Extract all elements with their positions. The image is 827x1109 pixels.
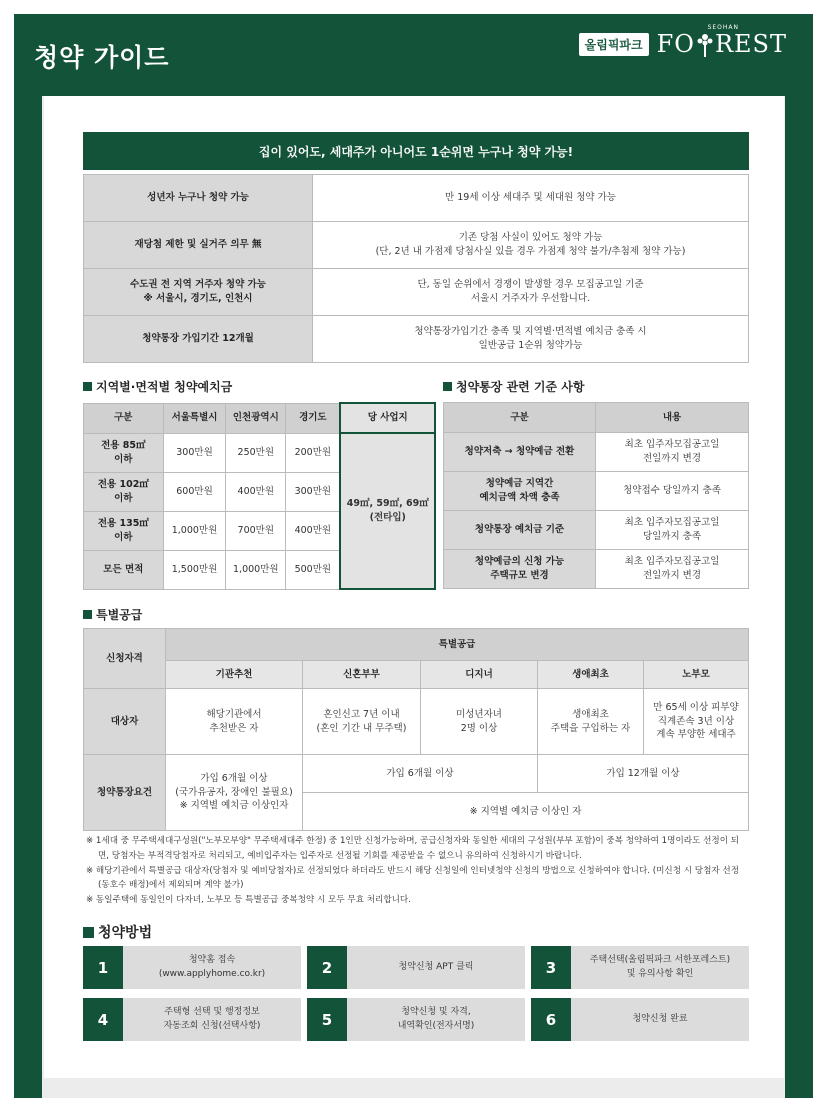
cell: 가입 6개월 이상 (국가유공자, 장애인 불필요) ※ 지역별 예치금 이상인자 bbox=[166, 755, 303, 831]
step-2 bbox=[307, 946, 525, 989]
cell: 400만원 bbox=[226, 472, 286, 511]
square-bullet-icon bbox=[83, 610, 92, 619]
cell: 만 65세 이상 피부양 직계존속 3년 이상 계속 부양한 세대주 bbox=[644, 689, 749, 755]
content-cell: 청약접수 당일까지 충족 bbox=[596, 472, 749, 511]
step-4 bbox=[83, 998, 301, 1041]
cell: 300만원 bbox=[286, 472, 341, 511]
row-label: 수도권 전 지역 거주자 청약 가능 ※ 서울시, 경기도, 인천시 bbox=[84, 269, 313, 316]
deposit-section-title: 지역별·면적별 청약예치금 bbox=[83, 378, 232, 395]
table-row bbox=[444, 511, 749, 550]
col-header: 디지너 bbox=[421, 661, 538, 689]
item-cell: 청약통장 예치금 기준 bbox=[444, 511, 596, 550]
area-cell: 모든 면적 bbox=[84, 550, 164, 589]
cell: 600만원 bbox=[163, 472, 226, 511]
cell: 500만원 bbox=[286, 550, 341, 589]
cell: 250만원 bbox=[226, 433, 286, 472]
square-bullet-icon bbox=[83, 382, 92, 391]
col-header: 구분 bbox=[84, 403, 164, 433]
frame-left bbox=[14, 96, 42, 1098]
cell: 200만원 bbox=[286, 433, 341, 472]
area-cell: 전용 135㎡ 이하 bbox=[84, 511, 164, 550]
table-row bbox=[84, 222, 749, 269]
step-number: 3 bbox=[531, 946, 571, 989]
col-header-site: 당 사업지 bbox=[340, 403, 435, 433]
step-1 bbox=[83, 946, 301, 989]
row-desc: 단, 동일 순위에서 경쟁이 발생할 경우 모집공고일 기준 서울시 거주자가 우선합니다. bbox=[313, 269, 749, 316]
brand-badge: 올림픽파크 bbox=[579, 33, 649, 56]
table-row bbox=[84, 433, 436, 472]
footnote: ※ 1세대 중 무주택세대구성원("노부모부양" 무주택세대주 한정) 중 1인만 신청가능하며, 공급신청자와 동일한 세대의 구성원(부부 포함)이 중복 청약하여 1명이라도 선정이 되면, 당첨자는 부적격당첨자로 처리되고, 예비입주자는 입주자로 선정될 기회를 제공받을 수 없으니 유의하여 신청하시기 바랍니다. bbox=[86, 836, 740, 861]
col-header: 신혼부부 bbox=[303, 661, 421, 689]
method-section-title: 청약방법 bbox=[83, 922, 152, 942]
group-header: 특별공급 bbox=[166, 629, 749, 661]
row-label: 청약통장 가입기간 12개월 bbox=[84, 316, 313, 363]
cell: 해당기관에서 추천받은 자 bbox=[166, 689, 303, 755]
standards-table bbox=[443, 402, 749, 589]
cell: 1,000만원 bbox=[226, 550, 286, 589]
table-header-row bbox=[84, 661, 749, 689]
row-desc: 만 19세 이상 세대주 및 세대원 청약 가능 bbox=[313, 175, 749, 222]
account-label: 청약통장요건 bbox=[84, 755, 166, 831]
col-header: 서울특별시 bbox=[163, 403, 226, 433]
step-text: 청약신청 완료 bbox=[571, 998, 749, 1041]
table-row bbox=[84, 689, 749, 755]
content-cell: 최초 입주자모집공고일 당일까지 충족 bbox=[596, 511, 749, 550]
cell: 400만원 bbox=[286, 511, 341, 550]
item-cell: 청약저축 → 청약예금 전환 bbox=[444, 433, 596, 472]
cell: 700만원 bbox=[226, 511, 286, 550]
item-cell: 청약예금의 신청 가능 주택규모 변경 bbox=[444, 550, 596, 589]
step-3 bbox=[531, 946, 749, 989]
table-row bbox=[444, 472, 749, 511]
table-row bbox=[444, 550, 749, 589]
cell: 생애최초 주택을 구입하는 자 bbox=[538, 689, 644, 755]
table-header-row bbox=[444, 403, 749, 433]
table-row bbox=[444, 433, 749, 472]
site-cell: 49㎡, 59㎡, 69㎡ (전타입) bbox=[340, 433, 435, 589]
footnotes bbox=[86, 834, 750, 908]
step-number: 4 bbox=[83, 998, 123, 1041]
brand-wordmark bbox=[657, 30, 787, 58]
row-label: 성년자 누구나 청약 가능 bbox=[84, 175, 313, 222]
table-row bbox=[84, 175, 749, 222]
page-title: 청약 가이드 bbox=[34, 43, 170, 72]
table-header-row bbox=[84, 629, 749, 661]
col-header: 인천광역시 bbox=[226, 403, 286, 433]
col-header: 내용 bbox=[596, 403, 749, 433]
col-header: 노부모 bbox=[644, 661, 749, 689]
col-header: 구분 bbox=[444, 403, 596, 433]
table-row bbox=[84, 755, 749, 793]
col-header: 생애최초 bbox=[538, 661, 644, 689]
cell: 혼인신고 7년 이내 (혼인 기간 내 무주택) bbox=[303, 689, 421, 755]
table-row bbox=[84, 316, 749, 363]
step-number: 1 bbox=[83, 946, 123, 989]
step-number: 2 bbox=[307, 946, 347, 989]
tree-icon bbox=[696, 32, 714, 58]
cell: 300만원 bbox=[163, 433, 226, 472]
cell: 1,000만원 bbox=[163, 511, 226, 550]
brand-logo bbox=[579, 30, 787, 58]
row-desc: 기존 당첨 사실이 있어도 청약 가능 (단, 2년 내 가점제 당첨사실 있을 경우 가점제 청약 불가/추첨제 청약 가능) bbox=[313, 222, 749, 269]
row-desc: 청약통장가입기간 충족 및 지역별·면적별 예치금 충족 시 일반공급 1순위 청약가능 bbox=[313, 316, 749, 363]
qual-label: 신청자격 bbox=[84, 629, 166, 689]
step-5 bbox=[307, 998, 525, 1041]
cell: 가입 6개월 이상 bbox=[303, 755, 538, 793]
step-text: 청약홈 접속 (www.applyhome.co.kr) bbox=[123, 946, 301, 989]
content-cell: 최초 입주자모집공고일 전일까지 변경 bbox=[596, 550, 749, 589]
brand-logo-left: FO bbox=[656, 30, 695, 58]
step-text: 청약신청 및 자격, 내역확인(전자서명) bbox=[347, 998, 525, 1041]
area-cell: 전용 85㎡ 이하 bbox=[84, 433, 164, 472]
footnote: ※ 해당기관에서 특별공급 대상자(당첨자 및 예비당첨자)로 선정되었다 하더라도 반드시 해당 신청일에 인터넷청약 신청의 방법으로 신청하여야 합니다. (미신청 시 당첨자 선정(동호수 배정)에서 제외되며 계약 불가) bbox=[86, 865, 740, 891]
brand-sub: SEOHAN bbox=[707, 24, 739, 31]
step-number: 5 bbox=[307, 998, 347, 1041]
cell: ※ 지역별 예치금 이상인 자 bbox=[303, 793, 749, 831]
standards-section-title: 청약통장 관련 기준 사항 bbox=[443, 378, 584, 395]
cell: 1,500만원 bbox=[163, 550, 226, 589]
area-cell: 전용 102㎡ 이하 bbox=[84, 472, 164, 511]
step-6 bbox=[531, 998, 749, 1041]
step-text: 청약신청 APT 클릭 bbox=[347, 946, 525, 989]
eligibility-table bbox=[83, 174, 749, 363]
brand-logo-right: REST bbox=[714, 30, 787, 58]
col-header: 기관추천 bbox=[166, 661, 303, 689]
step-number: 6 bbox=[531, 998, 571, 1041]
frame-right bbox=[785, 96, 813, 1098]
col-header: 경기도 bbox=[286, 403, 341, 433]
square-bullet-icon bbox=[443, 382, 452, 391]
target-label: 대상자 bbox=[84, 689, 166, 755]
step-text: 주택형 선택 및 행정정보 자동조회 신청(선택사항) bbox=[123, 998, 301, 1041]
item-cell: 청약예금 지역간 예치금액 차액 충족 bbox=[444, 472, 596, 511]
square-bullet-icon bbox=[83, 927, 94, 938]
footnote: ※ 동일주택에 동일인이 다자녀, 노부모 등 특별공급 중복청약 시 모두 무효 처리합니다. bbox=[86, 895, 411, 906]
table-row bbox=[84, 269, 749, 316]
cell: 미성년자녀 2명 이상 bbox=[421, 689, 538, 755]
table-header-row bbox=[84, 403, 436, 433]
step-text: 주택선택(올림픽파크 서한포레스트) 및 유의사항 확인 bbox=[571, 946, 749, 989]
content-cell: 최초 입주자모집공고일 전일까지 변경 bbox=[596, 433, 749, 472]
cell: 가입 12개월 이상 bbox=[538, 755, 749, 793]
deposit-table bbox=[83, 402, 436, 590]
row-label: 재당첨 제한 및 실거주 의무 無 bbox=[84, 222, 313, 269]
headline-banner: 집이 있어도, 세대주가 아니어도 1순위면 누구나 청약 가능! bbox=[83, 132, 749, 170]
special-supply-table bbox=[83, 628, 749, 831]
special-section-title: 특별공급 bbox=[83, 606, 142, 623]
